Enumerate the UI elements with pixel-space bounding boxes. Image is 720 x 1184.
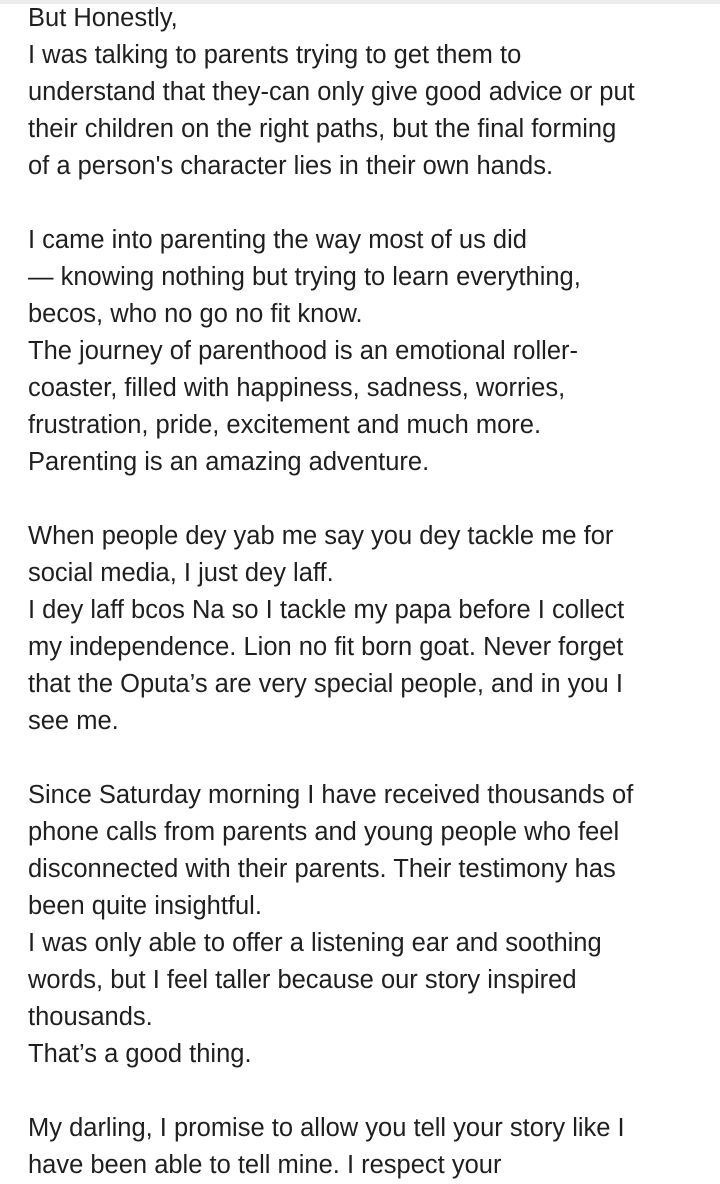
text-line: I was only able to offer a listening ear and soothing <box>28 929 602 957</box>
text-line: coaster, filled with happiness, sadness, worries, <box>28 374 566 402</box>
text-line: disconnected with their parents. Their testimony has <box>28 855 616 883</box>
text-line: But Honestly, <box>28 4 178 32</box>
text-line: frustration, pride, excitement and much more. <box>28 411 542 439</box>
text-line: thousands. <box>28 1003 153 1031</box>
text-line: have been able to tell mine. I respect your <box>28 1151 502 1179</box>
text-line: My darling, I promise to allow you tell your story like I <box>28 1114 625 1142</box>
text-line: words, but I feel taller because our story inspired <box>28 966 577 994</box>
text-line: understand that they-can only give good advice or put <box>28 78 635 106</box>
paragraph-3 <box>28 518 708 740</box>
text-line: Since Saturday morning I have received thousands of <box>28 781 634 809</box>
text-line: The journey of parenthood is an emotional roller- <box>28 337 578 365</box>
paragraph-4 <box>28 777 708 1073</box>
text-line: — knowing nothing but trying to learn everything, <box>28 263 581 291</box>
text-line: social media, I just dey laff. <box>28 559 334 587</box>
text-line: of a person's character lies in their own hands. <box>28 152 554 180</box>
post-body <box>28 0 708 1184</box>
text-line: phone calls from parents and young people who feel <box>28 818 620 846</box>
paragraph-5 <box>28 1110 708 1184</box>
text-line: their children on the right paths, but the final forming <box>28 115 617 143</box>
text-line: been quite insightful. <box>28 892 262 920</box>
text-line: becos, who no go no fit know. <box>28 300 363 328</box>
text-line: I came into parenting the way most of us did <box>28 226 527 254</box>
text-line: When people dey yab me say you dey tackle me for <box>28 522 614 550</box>
text-line: Parenting is an amazing adventure. <box>28 448 430 476</box>
text-line: That’s a good thing. <box>28 1040 252 1068</box>
text-line: see me. <box>28 707 119 735</box>
paragraph-2 <box>28 222 708 481</box>
text-line: that the Oputa’s are very special people, and in you I <box>28 670 623 698</box>
text-line: I was talking to parents trying to get them to <box>28 41 522 69</box>
text-line: my independence. Lion no fit born goat. Never forget <box>28 633 624 661</box>
text-line: I dey laff bcos Na so I tackle my papa before I collect <box>28 596 625 624</box>
paragraph-1 <box>28 0 708 185</box>
